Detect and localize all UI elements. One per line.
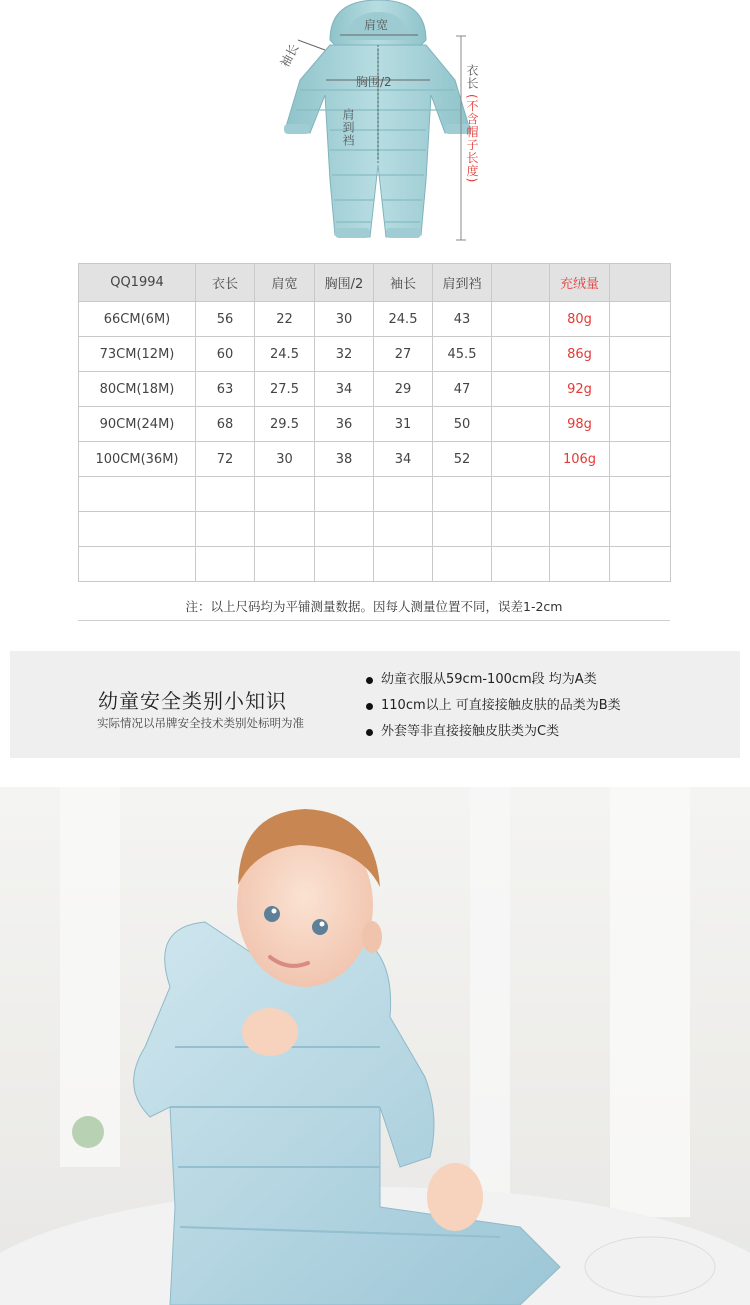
safety-category-banner	[10, 651, 740, 758]
cell-length: 68	[196, 407, 255, 442]
header-model: QQ1994	[79, 264, 196, 302]
bullet-icon	[366, 729, 373, 736]
cell-crotch: 45.5	[433, 337, 492, 372]
cell-crotch: 52	[433, 442, 492, 477]
cell-size: 80CM(18M)	[79, 372, 196, 407]
cell-shoulder: 22	[255, 302, 315, 337]
table-row-empty	[79, 547, 671, 582]
cell-crotch: 47	[433, 372, 492, 407]
divider	[78, 620, 670, 621]
header-blank	[610, 264, 671, 302]
garment-measurement-diagram	[0, 0, 750, 245]
safety-title: 幼童安全类别小知识	[98, 689, 287, 713]
list-item	[366, 719, 621, 745]
cell-blank	[610, 372, 671, 407]
table-row	[79, 407, 671, 442]
cell-blank	[492, 337, 550, 372]
header-blank	[492, 264, 550, 302]
bullet-icon	[366, 703, 373, 710]
cell-blank	[492, 372, 550, 407]
label-sleeve-length: 袖长	[277, 41, 302, 70]
measurement-note: 注：以上尺码均为平铺测量数据。因每人测量位置不同，误差1-2cm	[185, 599, 563, 614]
cell-sleeve: 29	[374, 372, 433, 407]
cell-chest: 32	[315, 337, 374, 372]
header-down-fill: 充绒量	[550, 264, 610, 302]
table-row-empty	[79, 512, 671, 547]
label-shoulder-to-crotch: 肩到裆	[341, 108, 355, 147]
header-sleeve: 袖长	[374, 264, 433, 302]
cell-chest: 38	[315, 442, 374, 477]
table-row	[79, 442, 671, 477]
cell-down-fill: 92g	[550, 372, 610, 407]
cell-size: 90CM(24M)	[79, 407, 196, 442]
table-row	[79, 302, 671, 337]
list-item	[366, 693, 621, 719]
cell-size: 73CM(12M)	[79, 337, 196, 372]
label-chest-half: 胸围/2	[356, 75, 392, 89]
cell-crotch: 50	[433, 407, 492, 442]
cell-down-fill: 106g	[550, 442, 610, 477]
header-shoulder: 肩宽	[255, 264, 315, 302]
cell-sleeve: 31	[374, 407, 433, 442]
cell-blank	[610, 442, 671, 477]
cell-down-fill: 98g	[550, 407, 610, 442]
cell-size: 66CM(6M)	[79, 302, 196, 337]
table-row	[79, 372, 671, 407]
table-row	[79, 337, 671, 372]
safety-subtitle: 实际情况以吊牌安全技术类别处标明为准	[97, 716, 304, 730]
cell-crotch: 43	[433, 302, 492, 337]
size-chart-table	[78, 263, 671, 582]
baby-photo-illustration	[0, 787, 750, 1305]
cell-blank	[610, 407, 671, 442]
cell-sleeve: 27	[374, 337, 433, 372]
cell-shoulder: 29.5	[255, 407, 315, 442]
cell-length: 72	[196, 442, 255, 477]
label-shoulder-width: 肩宽	[364, 18, 389, 32]
header-crotch: 肩到裆	[433, 264, 492, 302]
bullet-icon	[366, 677, 373, 684]
cell-blank	[492, 407, 550, 442]
cell-length: 60	[196, 337, 255, 372]
cell-length: 56	[196, 302, 255, 337]
cell-down-fill: 80g	[550, 302, 610, 337]
cell-chest: 30	[315, 302, 374, 337]
cell-shoulder: 27.5	[255, 372, 315, 407]
list-item-text: 110cm以上 可直接接触皮肤的品类为B类	[381, 698, 621, 713]
cell-blank	[610, 337, 671, 372]
table-header-row	[79, 264, 671, 302]
cell-shoulder: 24.5	[255, 337, 315, 372]
label-length-note: (不含帽子长度)	[465, 94, 479, 184]
list-item-text: 幼童衣服从59cm-100cm段 均为A类	[381, 672, 597, 687]
cell-blank	[610, 302, 671, 337]
cell-chest: 36	[315, 407, 374, 442]
cell-chest: 34	[315, 372, 374, 407]
cell-length: 63	[196, 372, 255, 407]
cell-shoulder: 30	[255, 442, 315, 477]
label-length: 衣长	[465, 64, 479, 90]
cell-blank	[492, 302, 550, 337]
cell-down-fill: 86g	[550, 337, 610, 372]
list-item	[366, 667, 621, 693]
safety-list	[366, 667, 621, 745]
cell-sleeve: 34	[374, 442, 433, 477]
table-row-empty	[79, 477, 671, 512]
cell-blank	[492, 442, 550, 477]
snowsuit-illustration	[0, 0, 750, 245]
product-photo-baby-snowsuit	[0, 787, 750, 1305]
cell-size: 100CM(36M)	[79, 442, 196, 477]
header-length: 衣长	[196, 264, 255, 302]
list-item-text: 外套等非直接接触皮肤类为C类	[381, 724, 560, 739]
cell-sleeve: 24.5	[374, 302, 433, 337]
header-chest: 胸围/2	[315, 264, 374, 302]
